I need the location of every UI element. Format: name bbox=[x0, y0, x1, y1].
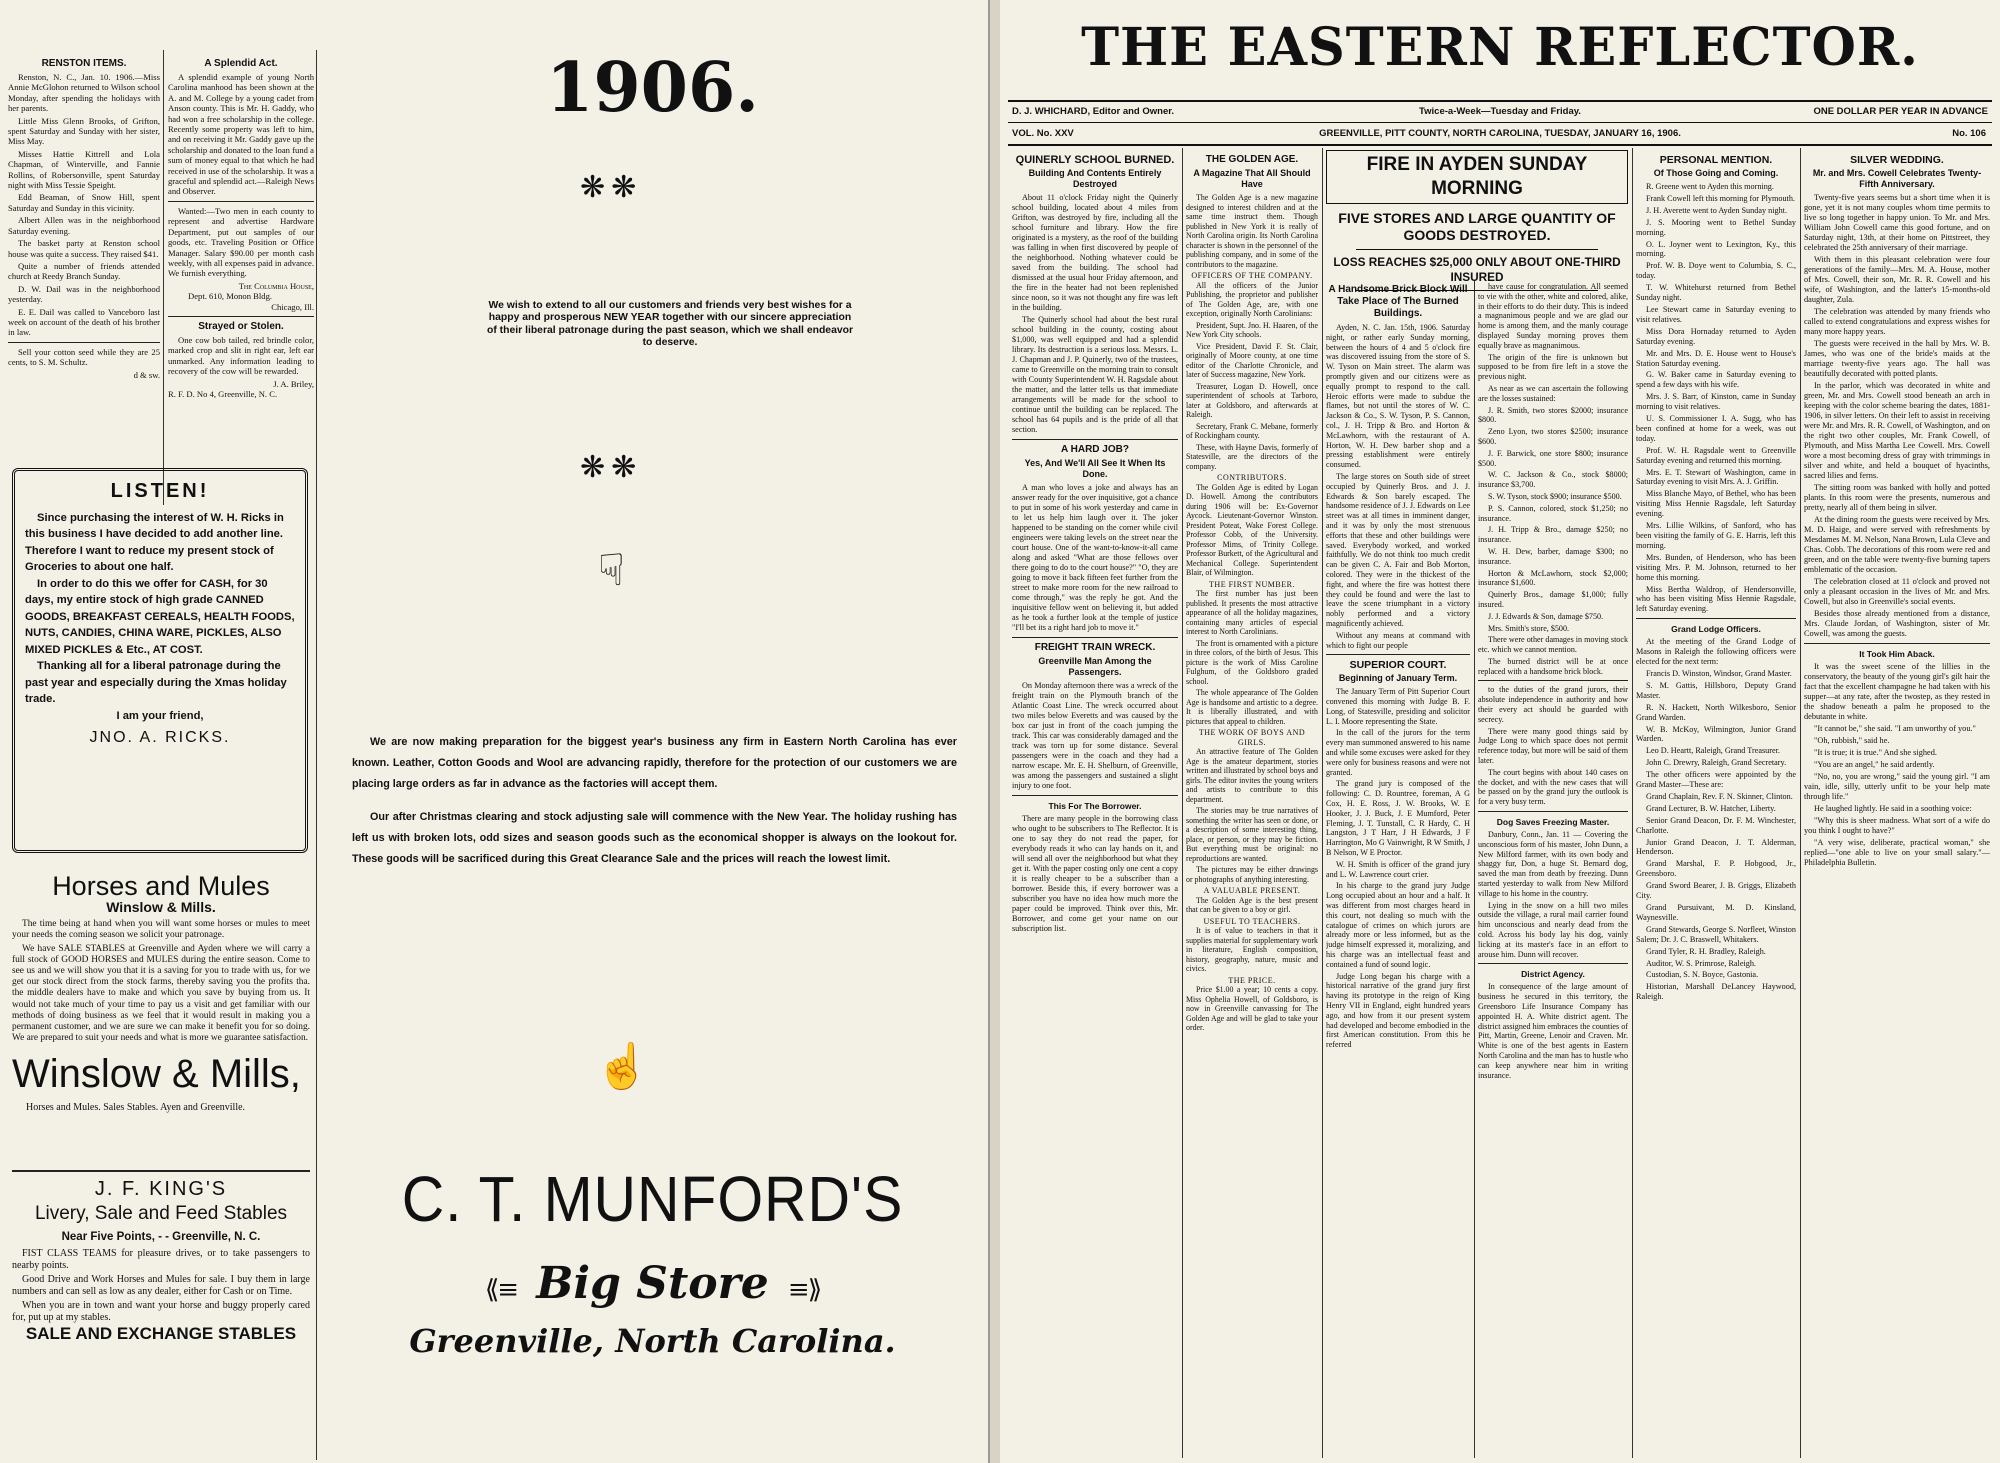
court-p7: to the duties of the grand jurors, their absolute independence in authority and how their every act should be guarded with secrecy. bbox=[1478, 685, 1628, 724]
renston-para: Misses Hattie Kittrell and Lola Chapman, of Winterville, and Fannie Rollins, of Robersonville, spent Saturday night with Miss Tessie Speight. bbox=[8, 148, 160, 191]
court-p6: Judge Long began his charge with a historical narrative of the grand jury first having its prototype in the reign of King Henry VII in England, eight hundred years ago, and how from it our present system had developed and become embodied in the first American constitution. From this he referred bbox=[1326, 971, 1470, 1050]
renston-para: Albert Allen was in the neighborhood Saturday evening. bbox=[8, 215, 160, 236]
court-heading: SUPERIOR COURT. bbox=[1349, 659, 1447, 672]
golden-sub: A Magazine That All Should Have bbox=[1193, 168, 1311, 189]
hardjob-p1: A man who loves a joke and always has an answer ready for the over inquisitive, got a chance to put in some of his work yesterday and came in to let us help him laugh over it. The joker happened to be standing on the corner while civil engineers were taking levels on the street near the court house. One of the want-to-know-it-all came along and asked "What are those fellows over there going to do to the court house?" "O, they are going to move it back fifteen feet further from the street to make more room for the new railroad to come through," was the reply he got. And the inquisitive fellow went on believing it, but added as he took a further look at the temple of justice "I'll bet its a right hard job to move it." bbox=[1012, 483, 1178, 632]
strayed-body: One cow bob tailed, red brindle color, marked crop and slit in right ear, left ear unmarked. Any information leading to recovery of the cow will be rewarded. bbox=[168, 334, 314, 377]
dateline: GREENVILLE, PITT COUNTY, NORTH CAROLINA, TUESDAY, JANUARY 16, 1906. bbox=[1319, 128, 1681, 139]
king-foot: SALE AND EXCHANGE STABLES bbox=[25, 1324, 297, 1343]
court-sub: Beginning of January Term. bbox=[1338, 673, 1458, 684]
silver-p8: The celebration closed at 11 o'clock and proved not only a pleasant occasion in the lives of Mr. and Mrs. Cowell, but also in Greenville's social events. bbox=[1804, 577, 1990, 606]
lodge-item: Grand Lecturer, B. W. Hatcher, Liberty. bbox=[1646, 803, 1776, 813]
lodge-item: Senior Grand Deacon, Dr. F. M. Winchester, Charlotte. bbox=[1636, 815, 1796, 835]
aback-p: It was the sweet scene of the lillies in the conservatory, the beauty of the young girl's gilt hair the fact that the excellent champagne he had taken with his supper—at any rate, after the twostep, as they rested in the shadow beneath a palm he proposed to the debutante in white. bbox=[1804, 662, 1990, 721]
divider bbox=[1008, 100, 1992, 102]
aback-p: "It cannot be," she said. "I am unworthy of you." bbox=[1814, 724, 1976, 733]
wanted-sig: Chicago, Ill. bbox=[271, 301, 314, 312]
king-line3: Near Five Points, - - Greenville, N. C. bbox=[61, 1231, 261, 1243]
personal-item: G. W. Baker came in Saturday evening to spend a few days with his wife. bbox=[1636, 370, 1796, 390]
king-line2: Livery, Sale and Feed Stables bbox=[34, 1203, 288, 1224]
munford-name: C. T. MUNFORD'S bbox=[401, 1163, 904, 1235]
wanted-body: Wanted:—Two men in each county to represent and advertise Hardware Department, put out samples of our goods, etc. Traveling Position or Office Manager. Salary $90.00 per month cash weekly, with all expenses paid in advance. We furnish everything. bbox=[168, 205, 314, 279]
fire-p1: Ayden, N. C. Jan. 15th, 1906. Saturday night, or rather early Sunday morning, between the hours of 4 and 5 o'clock fire was discovered issuing from the store of S. W. Tyson on Main street. The alarm was promptly given and our citizens were as equally prompt to respond to the call. Heroic efforts were made to subdue the flames, but not until the stores of W. C. Jackson & Co., S. W. Tyson, P. S. Cannon, col., J. H. Tripp & Bro. and Horton & McLawhorn, with the restaurant of A. Horton, W. H. Dew barber shop and a pressing establishment were entirely consumed. bbox=[1326, 323, 1470, 470]
personal-item: Miss Dora Hornaday returned to Ayden Saturday evening. bbox=[1636, 326, 1796, 346]
golden-present-heading: A VALUABLE PRESENT. bbox=[1203, 886, 1301, 895]
fire-p4: have cause for congratulation. All seemed to vie with the other, white and colored, alike, in their efforts to do their duty. This is indeed a magnanimous people and we are glad our home is among them, and the manly courage displayed Sunday morning proves them equally brave as magnanimous. bbox=[1478, 282, 1628, 350]
pointing-hand-icon: ☟ bbox=[598, 545, 625, 596]
munford-body bbox=[352, 732, 957, 870]
strayed-sig: R. F. D. No 4, Greenville, N. C. bbox=[168, 388, 278, 399]
right-newspaper-page bbox=[1000, 0, 2000, 1463]
splendid-body: A splendid example of young North Carolina manhood has been shown at the A. and M. College by a young cadet from Anson county. This is Mr. H. Gaddy, who had won a free scholarship in the college. Recently some property was left to him, and on receiving it Mr. Gaddy gave up the scholarship and donated to the loan fund a sum of money equal to that which he had received in use of the scholarship. It was a graceful and splendid act.—Raleigh News and Observer. bbox=[168, 72, 314, 197]
golden-work-heading: THE WORK OF BOYS AND GIRLS. bbox=[1198, 728, 1306, 747]
personal-item: J. S. Mooring went to Bethel Sunday morning. bbox=[1636, 217, 1796, 237]
munford-place: Greenville, North Carolina. bbox=[409, 1322, 896, 1360]
fire-p8: The burned district will be at once replaced with a handsome brick block. bbox=[1478, 656, 1628, 676]
horses-p1: The time being at hand when you will want some horses or mules to meet your needs the coming season we solicit your patronage. bbox=[12, 919, 310, 941]
quinerly-column bbox=[1012, 150, 1178, 1455]
horses-heading: Horses and Mules bbox=[52, 871, 270, 901]
fire-loss-item: W. C. Jackson & Co., stock $8000; insurance $3,700. bbox=[1478, 470, 1628, 490]
renston-para: The basket party at Renston school house was quite a success. They raised $41. bbox=[8, 238, 160, 259]
fire-loss-item: Horton & McLawhorn, stock $2,000; insurance $1,600. bbox=[1478, 568, 1628, 588]
listen-p1: Since purchasing the interest of W. H. Ricks in this business I have decided to add another line. Therefore I want to reduce my present stock of Groceries to about one half. bbox=[25, 511, 284, 573]
fire-sub2: LOSS REACHES $25,000 ONLY ABOUT ONE-THIRD INSURED bbox=[1333, 255, 1621, 284]
divider bbox=[1008, 144, 1992, 146]
court-p1: The January Term of Pitt Superior Court convened this morning with Judge B. F. Long, of Statesville, presiding and solicitor L. I. Moore representing the State. bbox=[1326, 687, 1470, 726]
divider bbox=[1478, 680, 1628, 681]
golden-price-heading: THE PRICE. bbox=[1228, 975, 1276, 985]
ornament-right-icon: ≡⟫ bbox=[787, 1275, 821, 1305]
munford-p1: We are now making preparation for the biggest year's business any firm in Eastern North Carolina has ever known. Leather, Cotton Goods and Wool are advancing rapidly, therefore for the protection of our customers we are placing large orders as far in advance as the factories will accept them. bbox=[352, 736, 957, 790]
silver-p6: The sitting room was banked with holly and potted plants. In this room were the presents, numerous and pretty, nearly all of them being in silver. bbox=[1804, 483, 1990, 512]
lodge-intro: At the meeting of the Grand Lodge of Masons in Raleigh the following officers were elected for the next term: bbox=[1636, 637, 1796, 667]
divider bbox=[1356, 249, 1598, 250]
aback-p: "No, no, you are wrong," said the young girl. "I am vain, idle, silly, utterly unfit to be your help mate through life." bbox=[1804, 772, 1990, 801]
freight-heading: FREIGHT TRAIN WRECK. bbox=[1034, 642, 1156, 653]
silver-p4: The guests were received in the hall by Mrs. W. B. James, who was one of the bride's maids at the marriage twenty-five years ago. The hall was beautifully decorated with potted plants. bbox=[1804, 339, 1990, 378]
personal-item: Lee Stewart came in Saturday evening to visit relatives. bbox=[1636, 304, 1796, 324]
agency-p1: In consequence of the large amount of business he secured in this territory, the Greensboro Life Insurance Company has appointed H. A. White district agent. The district assigned him embraces the counties of Pitt, Martin, Greene, Lenoir and Craven. Mr. White is one of the best agents in Eastern North Carolina and the man has to hustle who can keep anywhere near him in writing insurance. bbox=[1478, 982, 1628, 1080]
golden-p6: Secretary, Frank C. Mebane, formerly of Rockingham county. bbox=[1186, 421, 1318, 440]
lodge-item: Leo D. Heartt, Raleigh, Grand Treasurer. bbox=[1646, 746, 1780, 756]
divider bbox=[1478, 963, 1628, 964]
agency-heading: District Agency. bbox=[1521, 969, 1585, 980]
fire-column-a bbox=[1326, 282, 1470, 1455]
wanted-sig: Dept. 610, Monon Bldg. bbox=[188, 291, 273, 302]
renston-heading: RENSTON ITEMS. bbox=[41, 58, 127, 69]
golden-p16: It is of value to teachers in that it supplies material for supplementary work in literature, English composition, history, geography, nature, music and civics. bbox=[1186, 926, 1318, 973]
golden-officers-heading: OFFICERS OF THE COMPANY. bbox=[1191, 271, 1313, 280]
strayed-sig: J. A. Briley, bbox=[273, 378, 314, 389]
court-p4: W. H. Smith is officer of the grand jury and L. W. Lawrence court crier. bbox=[1326, 859, 1470, 879]
fire-column-b bbox=[1478, 282, 1628, 1455]
aback-p: "You are an angel," he said ardently. bbox=[1814, 760, 1935, 769]
strayed-heading: Strayed or Stolen. bbox=[198, 320, 284, 332]
fire-loss-item: S. W. Tyson, stock $900; insurance $500. bbox=[1488, 491, 1622, 501]
hardjob-sub: Yes, And We'll All See It When Its Done. bbox=[1024, 458, 1166, 479]
horses-ad bbox=[12, 870, 310, 1170]
lodge-item: Custodian, S. N. Boyce, Gastonia. bbox=[1646, 970, 1759, 980]
personal-sub: Of Those Going and Coming. bbox=[1653, 168, 1779, 178]
fire-loss-item: J. F. Barwick, one store $800; insurance $500. bbox=[1478, 448, 1628, 468]
munford-ad bbox=[320, 40, 985, 1460]
column-rule bbox=[1322, 148, 1323, 1458]
aback-p: He laughed lightly. He said in a soothing voice: bbox=[1814, 804, 1972, 813]
golden-p8: The Golden Age is edited by Logan D. Howell. Among the contributors during 1906 will be: Ex-Governor Aycock. Lieutenant-Governor Winston. President Poteat, Wake Forest College. Professor Cobb, of the University. Professor Mims, of Trinity College. Professor Burkett, of the Agricultural and Mechanical College. Superintendent Blair, of Wilmington. bbox=[1186, 482, 1318, 577]
aback-heading: It Took Him Aback. bbox=[1859, 649, 1935, 659]
golden-p15: The Golden Age is the best present that can be given to a boy or girl. bbox=[1186, 895, 1318, 914]
divider bbox=[1636, 618, 1796, 619]
lodge-heading: Grand Lodge Officers. bbox=[1671, 624, 1761, 635]
personal-item: Mrs. J. S. Barr, of Kinston, came in Sunday morning to visit relatives. bbox=[1636, 392, 1796, 412]
issue-number: No. 106 bbox=[1952, 128, 1986, 139]
column-rule bbox=[1800, 148, 1801, 1458]
golden-p1: The Golden Age is a new magazine designed to interest children and at the same time instruct them. Though published in New York it is really of North Carolina origin. Its North Carolina character is shown in the personnel of the publishing company, and in some of the contributors to the magazine. bbox=[1186, 193, 1318, 269]
golden-p2: All the officers of the Junior Publishing, the proprietor and publisher of The Golden Age, are, with one exception, originally North Carolinians: bbox=[1186, 280, 1318, 318]
king-p2: Good Drive and Work Horses and Mules for sale. I buy them in large numbers and can sell as low as any dealer, either for Cash or on Time. bbox=[12, 1274, 310, 1297]
court-p2: In the call of the jurors for the term every man summoned answered to his name and while some excuses were asked for they were only for business reasons and were not granted. bbox=[1326, 728, 1470, 777]
fire-sub1: FIVE STORES AND LARGE QUANTITY OF GOODS DESTROYED. bbox=[1338, 210, 1616, 243]
fire-loss-item: J. H. Tripp & Bro., damage $250; no insurance. bbox=[1478, 525, 1628, 545]
court-p5: In his charge to the grand jury Judge Long occupied about an hour and a half. It was different from most charges heard in this court, not dealing so much with the catalogue of crimes on which jurors are already more or less informed, but as the judge himself expressed it, moralizing, and his charge was an intellectual feast and contained a fund of sound logic. bbox=[1326, 881, 1470, 969]
personal-item: R. Greene went to Ayden this morning. bbox=[1646, 182, 1774, 191]
golden-p13: The stories may be true narratives of something the writer has seen or done, or a description of some interesting thing, place, or person, or they may be fiction. But everything must be original: no reproductions are wanted. bbox=[1186, 806, 1318, 863]
aback-p: "Oh, rubbish," said he. bbox=[1814, 736, 1890, 745]
listen-ad bbox=[12, 468, 308, 853]
lodge-item: Grand Pursuivant, M. D. Kinsland, Waynesville. bbox=[1636, 903, 1796, 922]
golden-teachers-heading: USEFUL TO TEACHERS. bbox=[1203, 916, 1301, 926]
lodge-item: Grand Sword Bearer, J. B. Griggs, Elizabeth City. bbox=[1636, 881, 1796, 901]
renston-para: Quite a number of friends attended church at Reedy Branch Sunday. bbox=[8, 260, 160, 282]
golden-p12: An attractive feature of The Golden Age is the amateur department, stories written and illustrated by school boys and girls. The editor invites the young writers and artists to contribute to this department. bbox=[1186, 747, 1318, 804]
king-heading: J. F. KING'S bbox=[94, 1178, 228, 1200]
horses-sub: Winslow & Mills. bbox=[106, 899, 216, 915]
munford-wish: We wish to extend to all our customers and friends very best wishes for a happy and prosperous NEW YEAR together with our sincere appreciation of their liberal patronage during the past season, which we shall endeavor to deserve. bbox=[486, 300, 854, 349]
munford-p2: Our after Christmas clearing and stock adjusting sale will commence with the New Year. The holiday rushing has left us with broken lots, odd sizes and season goods such as the economical shopper is always on the lookout for. These goods will be sacrificed during this Great Clearance Sale and the prices will reach the lowest limit. bbox=[352, 811, 957, 865]
listen-signature: JNO. A. RICKS. bbox=[89, 729, 231, 746]
splendid-heading: A Splendid Act. bbox=[204, 58, 278, 69]
golden-p14: The pictures may be either drawings or photographs of anything interesting. bbox=[1186, 865, 1318, 884]
aback-p: "It is true; it is true." And she sighed. bbox=[1814, 748, 1937, 757]
column-rule bbox=[1632, 148, 1633, 1458]
lodge-item: Grand Chaplain, Rev. F. N. Skinner, Clinton. bbox=[1646, 791, 1793, 801]
divider bbox=[12, 1170, 310, 1172]
personal-item: Mrs. Lillie Wilkins, of Sanford, who has been visiting the family of G. E. Harris, left this morning. bbox=[1636, 521, 1796, 550]
lodge-item: Junior Grand Deacon, J. T. Alderman, Henderson. bbox=[1636, 837, 1796, 857]
fire-p5: The origin of the fire is unknown but supposed to be from fire left in a stove the previous night. bbox=[1478, 352, 1628, 382]
masthead-title: THE EASTERN REFLECTOR. bbox=[1081, 17, 1919, 78]
divider bbox=[1326, 654, 1470, 655]
column-rule bbox=[1474, 280, 1475, 1458]
column-rule bbox=[163, 50, 164, 505]
personal-item: Miss Blanche Mayo, of Bethel, who has been visiting Miss Hennie Ragsdale, left Saturday evening. bbox=[1636, 489, 1796, 519]
renston-para: D. W. Dail was in the neighborhood yesterday. bbox=[8, 283, 160, 305]
personal-item: U. S. Commissioner I. A. Sugg, who has been confined at home for a week, was out today. bbox=[1636, 414, 1796, 443]
freight-sub: Greenville Man Among the Passengers. bbox=[1038, 656, 1152, 677]
wanted-sig: The Columbia House, bbox=[238, 280, 314, 291]
divider bbox=[1804, 643, 1990, 644]
divider bbox=[8, 342, 160, 343]
fire-p2: The large stores on South side of street occupied by Quinerly Bros. and J. J. Edwards & Son barely escaped. The handsome residence of J. J. Edwards on Lee street was at all times in imminent danger, and it was by only the most strenuous efforts that these and other buildings were saved. Everybody worked, and worked faithfully. We do not think too much credit can be given C. A. Fair and Bob Morton, colored. They were in the thickest of the fight, and where the fire was hottest there they could be found and were the last to leave the scene triumphant in a victory nobly performed and a victory magnificently achieved. bbox=[1326, 471, 1470, 628]
fire-loss-item: W. H. Dew, barber, damage $300; no insurance. bbox=[1478, 546, 1628, 566]
divider bbox=[168, 201, 314, 202]
pointing-hand-icon: ☝ bbox=[595, 1041, 650, 1092]
golden-p4: Vice President, David F. St. Clair, originally of Moore county, at one time editor of the Charlotte Chronicle, and later of Success magazine, New York. bbox=[1186, 341, 1318, 379]
dog-p2: Lying in the snow on a hill two miles outside the village, a rural mail carrier found him unconscious and nearly dead from the cold. Across his body lay his dog, vainly licking at its master's face in an effort to arouse him. Dunn will recover. bbox=[1478, 900, 1628, 959]
renston-para: Renston, N. C., Jan. 10. 1906.—Miss Annie McGlohon returned to Wilson school Monday, after spending the holidays with her parents. bbox=[8, 72, 160, 114]
personal-column bbox=[1636, 150, 1796, 1455]
silver-p3: The celebration was attended by many friends who called to extend congratulations and express wishes for many more happy years. bbox=[1804, 307, 1990, 336]
golden-contributors-heading: CONTRIBUTORS. bbox=[1217, 473, 1287, 482]
court-p3: The grand jury is composed of the following: C. D. Rountree, foreman, A G Cox, H. E. Ross, J. W. Brooks, W. E Hooker, J. J. Buck, J. E Mumford, Peter Fleming, J. T. Tunstall, C. R Hardy, C. H Langston, J T Harr, J H Edwards, J F Harrington, Mo G Vainwright, R W Smith, J B Nelson, W E Proctor. bbox=[1326, 779, 1470, 858]
lodge-item: W. B. McKoy, Wilmington, Junior Grand Warden. bbox=[1636, 724, 1796, 744]
fire-loss-item: Mrs. Smith's store, $500. bbox=[1488, 623, 1570, 633]
horses-p2: We have SALE STABLES at Greenville and Ayden where we will carry a full stock of GOOD HORSES and MULES during the entire season. Come to see us and we will show you that it is a saving for you to trade with us, for we get our stock direct from the stock farms, thereby saving you the profits tha. the middle dealers have to make and which you save by buying from us. It would not take much of your time to pay us a visit and get familiar with our methods of doing business as we feel that it would result in making you a permanent customer, and we are sure we can make it benefit you for so doing. We are prepared to suit your needs and what is more we guarantee satisfaction. bbox=[12, 943, 310, 1044]
aback-p: "Why this is sheer madness. What sort of a wife do you think I ought to have?" bbox=[1804, 816, 1990, 835]
frequency-line: Twice-a-Week—Tuesday and Friday. bbox=[1419, 106, 1581, 117]
personal-item: Mrs. E. T. Stewart of Washington, came in Saturday evening to visit Mrs. A. J. Griffin. bbox=[1636, 467, 1796, 487]
lodge-item: S. M. Gattis, Hillsboro, Deputy Grand Master. bbox=[1636, 680, 1796, 700]
fire-loss-item: P. S. Cannon, colored, stock $1,250; no insurance. bbox=[1478, 503, 1628, 523]
borrower-p1: There are many people in the borrowing class who ought to be subscribers to The Reflector. It is one to say they do not read the paper, for everybody reads it who can lay hands on it, and will send all over the neighborhood but what they get it. With the paper costing only one cent a copy it is really cheaper to be a subscriber than a borrower. Beside this, if every borrower was a subscriber you have no idea how much more the paper could be improved. Think over this, Mr. Borrower, and come get your name on our subscription list. bbox=[1012, 814, 1178, 933]
quinerly-heading: QUINERLY SCHOOL BURNED. bbox=[1015, 154, 1175, 166]
lodge-item: John C. Drewry, Raleigh, Grand Secretary. bbox=[1646, 758, 1787, 768]
borrower-heading: This For The Borrower. bbox=[1048, 801, 1142, 811]
horses-firm-name: Winslow & Mills, bbox=[12, 1052, 301, 1097]
silver-sub: Mr. and Mrs. Cowell Celebrates Twenty-Fifth Anniversary. bbox=[1812, 168, 1982, 189]
lodge-item: Grand Tyler, R. H. Bradley, Raleigh. bbox=[1646, 946, 1766, 956]
personal-item: T. W. Whitehurst returned from Bethel Sunday night. bbox=[1636, 283, 1796, 303]
ornament-icon: ❋❋ bbox=[580, 170, 643, 205]
personal-item: Frank Cowell left this morning for Plymouth. bbox=[1646, 193, 1795, 203]
aback-p: "A very wise, deliberate, practical woman," she replied—"one able to live on your small salary."—Philadelphia Bulletin. bbox=[1804, 838, 1990, 867]
column-rule bbox=[316, 50, 317, 1460]
quinerly-p2: The Quinerly school had about the best rural school building in the county, costing about $1,000, was well equipped and had a splendid library. Its destruction is a serious loss. Messrs. L. J. Chapman and J. P. Quinerly, two of the trustees, came to Greenville on the morning train to consult with County Superintendent W. H. Ragsdale about the matter, and the latter tells us that immediate arrangements will be made for the school to continue until the building can be replaced. The school has 64 pupils and is the pride of all that section. bbox=[1012, 315, 1178, 434]
silver-p5: In the parlor, which was decorated in white and green, Mr. and Mrs. Cowell stood beneath an arch in keeping with the color scheme bearing the dates, 1881-1906, in silver letters. On their left to assist in receiving were Mr. and Mrs. R. R. Cowell, of Washington, and on the right two other couples, Mr. Frank Cowell, of Plymouth, and Miss Martha Lee Cowell. Mrs. Cowell wore a most becoming dress of gray with trimmings in silver and white, and held a bouquet of hyacinths, sacred lilies and ferns. bbox=[1804, 381, 1990, 480]
lodge-item: Francis D. Winston, Windsor, Grand Master. bbox=[1646, 668, 1792, 678]
personal-item: Mrs. Bunden, of Henderson, who has been visiting Mrs. P. M. Johnson, returned to her home this morning. bbox=[1636, 552, 1796, 582]
court-p8: There were many good things said by Judge Long to which space does not permit reference today, but more will be said of them later. bbox=[1478, 726, 1628, 766]
lodge-item: R. N. Hackett, North Wilkesboro, Senior Grand Warden. bbox=[1636, 702, 1796, 722]
golden-p3: President, Supt. Jno. H. Haaren, of the New York City schools. bbox=[1186, 320, 1318, 339]
divider bbox=[1012, 795, 1178, 796]
dog-p1: Danbury, Conn., Jan. 11 — Covering the unconscious form of his master, John Dunn, a New Milford farmer, with its own body and shaggy fur, Don, a huge St. Bernard dog, saved the man from death by freezing. Dunn started yesterday to walk from New Milford village to his home in the country. bbox=[1478, 830, 1628, 898]
king-p1: FIST CLASS TEAMS for pleasure drives, or to take passengers to nearby points. bbox=[12, 1248, 310, 1271]
personal-item: Miss Bertha Waldrop, of Hendersonville, who has been visiting Miss Hennie Ragsdale, left Saturday evening. bbox=[1636, 584, 1796, 614]
renston-items-column bbox=[8, 54, 160, 454]
golden-p7: These, with Hayne Davis, formerly of Statesville, are the directors of the company. bbox=[1186, 442, 1318, 471]
divider bbox=[168, 316, 314, 317]
golden-p11: The whole appearance of The Golden Age is handsome and artistic to a degree. It is liberally illustrated, and with pictures that appeal to children. bbox=[1186, 688, 1318, 726]
fire-heading: FIRE IN AYDEN SUNDAY MORNING bbox=[1326, 150, 1628, 204]
fire-p6: As near as we can ascertain the following are the losses sustained: bbox=[1478, 383, 1628, 403]
ornament-left-icon: ⟪≡ bbox=[484, 1275, 518, 1305]
listen-p3: Thanking all for a liberal patronage during the past year and especially during the Xmas holiday trade. bbox=[25, 660, 287, 705]
lodge-item: Grand Marshal, F. P. Hobgood, Jr., Greensboro. bbox=[1636, 859, 1796, 879]
ornament-icon: ❋❋ bbox=[580, 450, 643, 485]
renston-para: Edd Beaman, of Snow Hill, spent Saturday and Sunday in this vicinity. bbox=[8, 192, 160, 213]
fire-sub3: A Handsome Brick Block Will Take Place of The Burned Buildings. bbox=[1328, 284, 1468, 319]
left-newspaper-page bbox=[0, 0, 990, 1463]
cotton-tag: d & sw. bbox=[133, 369, 160, 380]
personal-item: O. L. Joyner went to Lexington, Ky., this morning. bbox=[1636, 239, 1796, 259]
munford-store-line bbox=[320, 1258, 985, 1309]
quinerly-p1: About 11 o'clock Friday night the Quinerly school building, located about 4 miles from Grifton, was destroyed by fire, including all the school furniture and library. How the fire originated is a mystery, as the roof of the building was falling in when first discovered by people of the neighborhood. Nothing whatever could be saved from the building. The school had dismissed at the usual hour Friday afternoon, and the fire in the heater had not been replenished since noon, so it was not thought any fire was left in the building. bbox=[1012, 193, 1178, 312]
freight-p1: On Monday afternoon there was a wreck of the freight train on the Plymouth branch of the Atlantic Coast Line. The wreck occurred about two miles below Everetts and was caused by the box car just in front of the coach jumping the track. This car was considerably damaged and the track was torn up for some distance. Several passengers were in the coach and they had a narrow escape. Mr. E. H. Shelburn, of Greenville, was among the passengers and sustained a slight injury to one foot. bbox=[1012, 681, 1178, 790]
lodge-item: The other officers were appointed by the Grand Master—These are: bbox=[1636, 770, 1796, 790]
silver-wedding-column bbox=[1804, 150, 1990, 1455]
price-line: ONE DOLLAR PER YEAR IN ADVANCE bbox=[1813, 106, 1988, 117]
personal-heading: PERSONAL MENTION. bbox=[1659, 154, 1773, 166]
cotton-ad: Sell your cotton seed while they are 25 cents, to S. M. Schultz. bbox=[8, 346, 160, 368]
golden-first-heading: THE FIRST NUMBER. bbox=[1209, 579, 1295, 589]
personal-item: Prof. W. H. Ragsdale went to Greenville Saturday evening and returned this morning. bbox=[1636, 445, 1796, 465]
silver-p1: Twenty-five years seems but a short time when it is gone, yet it is not many couples whom time permits to live so long together in happy union. To Mr. and Mrs. William John Cowell came this good fortune, and on Saturday night, 13th, at their home on Pittstreet, they celebrated the 25th anniversary of their marriage. bbox=[1804, 193, 1990, 252]
dog-heading: Dog Saves Freezing Master. bbox=[1496, 817, 1610, 828]
silver-heading: SILVER WEDDING. bbox=[1850, 154, 1944, 166]
fire-loss-item: J. R. Smith, two stores $2000; insurance $800. bbox=[1478, 405, 1628, 425]
divider bbox=[1008, 122, 1992, 123]
divider bbox=[1478, 811, 1628, 812]
golden-heading: THE GOLDEN AGE. bbox=[1205, 154, 1299, 165]
lodge-item: Grand Stewards, George S. Norfleet, Winston Salem; Dr. J. C. Braswell, Whitakers. bbox=[1636, 924, 1796, 944]
silver-p7: At the dining room the guests were received by Mrs. M. D. Haige, and were served with refreshments by Mesdames M. M. Nelson, Nana Brown, Lula Cleve and Chas. Cobb. The decorations of this room were red and green, and on the table were twenty-five burning tapers emblematic of the occasion. bbox=[1804, 515, 1990, 574]
hardjob-heading: A HARD JOB? bbox=[1061, 444, 1129, 455]
lodge-item: Historian, Marshall DeLancey Haywood, Raleigh. bbox=[1636, 982, 1796, 1002]
column-rule bbox=[1182, 148, 1183, 1458]
renston-para: Little Miss Glenn Brooks, of Grifton, spent Saturday and Sunday with her sister, Miss May. bbox=[8, 115, 160, 147]
fire-loss-item: Quinerly Bros., damage $1,000; fully insured. bbox=[1478, 590, 1628, 609]
renston-para: E. E. Dail was called to Vanceboro last week on account of the death of his brother in law. bbox=[8, 306, 160, 338]
listen-p2: In order to do this we offer for CASH, for 30 days, my entire stock of high grade CANNED GOODS, BREAKFAST CEREALS, HEALTH FOODS, NUTS, CANDIES, CHINA WARE, PICKLES, ALSO MIXED PICKLES & Etc., AT COST. bbox=[25, 577, 295, 656]
personal-item: Mr. and Mrs. D. E. House went to House's Station Saturday evening. bbox=[1636, 348, 1796, 368]
munford-year: 1906. bbox=[546, 48, 759, 128]
king-p3: When you are in town and want your horse and buggy properly cared for, put up at my stables. bbox=[12, 1300, 310, 1323]
silver-p2: With them in this pleasant celebration were four generations of the family—Mrs. M. A. House, mother of Mrs. Cowell, their son, Mr. R. R. Cowell and his wife, of Washington, and the latter's 15-months-old daughter, Zula. bbox=[1804, 255, 1990, 304]
listen-p4: I am your friend, bbox=[116, 709, 204, 722]
fire-p3: Without any means at command with which to fight our people bbox=[1326, 630, 1470, 650]
volume-line: VOL. No. XXV bbox=[1012, 128, 1074, 139]
horses-foot: Horses and Mules. Sales Stables. Ayen and Greenville. bbox=[26, 1102, 246, 1114]
golden-p5: Treasurer, Logan D. Howell, once superintendent of schools at Tarboro, later at Goldsboro, and afterwards at Raleigh. bbox=[1186, 381, 1318, 419]
fire-loss-item: Zeno Lyon, two stores $2500; insurance $600. bbox=[1478, 427, 1628, 446]
silver-p9: Besides those already mentioned from a distance, Mrs. Claude Jordan, of Washington, sister of Mr. Cowell, was among the guests. bbox=[1804, 609, 1990, 638]
fire-loss-item: J. J. Edwards & Son, damage $750. bbox=[1488, 611, 1604, 621]
king-stables-ad bbox=[12, 1176, 310, 1456]
divider bbox=[1012, 637, 1178, 638]
editor-line: D. J. WHICHARD, Editor and Owner. bbox=[1012, 106, 1175, 117]
fire-headline bbox=[1326, 150, 1628, 284]
fire-p7: There were other damages in moving stock etc. which we cannot mention. bbox=[1478, 635, 1628, 655]
splendid-act-column bbox=[168, 54, 314, 454]
golden-p17: Price $1.00 a year; 10 cents a copy. Miss Ophelia Howell, of Goldsboro, is now in Greenville canvassing for The Golden Age and will be glad to take your order. bbox=[1186, 985, 1318, 1032]
golden-p10: The front is ornamented with a picture in three colors, of the birth of Jesus. This picture is the work of Miss Caroline Fulghum, of the Goldsboro graded school. bbox=[1186, 638, 1318, 686]
personal-item: Prof. W. B. Doye went to Columbia, S. C., today. bbox=[1636, 261, 1796, 281]
divider bbox=[1012, 439, 1178, 440]
golden-age-column bbox=[1186, 150, 1318, 1455]
golden-p9: The first number has just been published. It presents the most attractive appearance of all the holiday magazines, containing many articles of especial interest to North Carolinians. bbox=[1186, 589, 1318, 636]
personal-item: J. H. Averette went to Ayden Sunday night. bbox=[1646, 205, 1787, 215]
court-p9: The court begins with about 140 cases on the docket, and with the new cases that will be passed on by the grand jury the outlook is for a very busy term. bbox=[1478, 767, 1628, 807]
quinerly-sub: Building And Contents Entirely Destroyed bbox=[1028, 168, 1162, 189]
munford-store: Big Store bbox=[536, 1258, 769, 1309]
listen-heading: LISTEN! bbox=[110, 480, 210, 502]
lodge-item: Auditor, W. S. Primrose, Raleigh. bbox=[1646, 958, 1756, 968]
